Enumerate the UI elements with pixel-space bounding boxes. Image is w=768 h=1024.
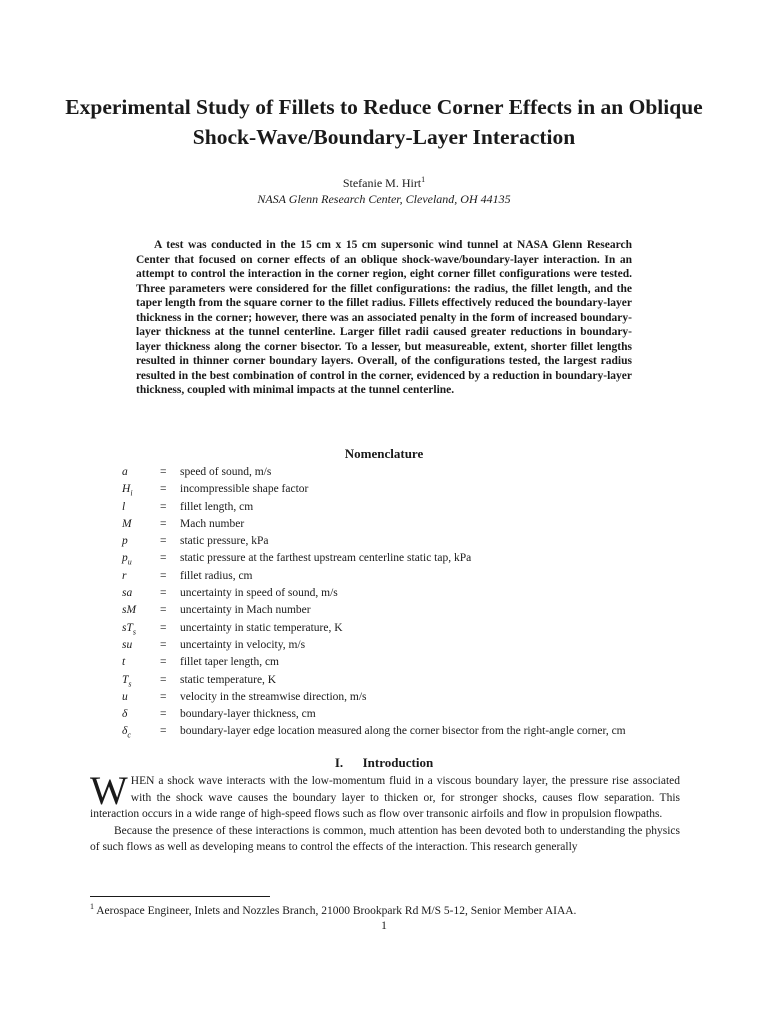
nomenclature-definition: boundary-layer edge location measured along the corner bisector from the right-angle corner, cm xyxy=(180,725,626,738)
symbol-subscript: i xyxy=(130,488,133,498)
intro-paragraph-1-text: HEN a shock wave interacts with the low-momentum fluid in a viscous boundary layer, the pressure rise associated with the shock wave causes the boundary layer to thicken or, for stronger shocks, causes flow separation. This interaction occurs in a wide range of high-speed flows such as flow over transonic airfoils and flow in propulsion flowpaths. xyxy=(90,775,680,820)
nomenclature-symbol xyxy=(122,516,132,533)
footnote xyxy=(90,904,690,918)
nomenclature-equals: = xyxy=(160,656,167,669)
symbol-base: sa xyxy=(122,587,133,600)
symbol-base: δ xyxy=(122,725,128,738)
nomenclature-equals: = xyxy=(160,517,167,530)
intro-paragraph-2: Because the presence of these interactions is common, much attention has been devoted both to understanding the physics of such flows as well as developing means to control the effects of the interaction. This research generally xyxy=(90,824,680,853)
symbol-base: a xyxy=(122,466,128,478)
symbol-base: p xyxy=(122,535,128,548)
nomenclature-equals: = xyxy=(160,483,167,496)
nomenclature-symbol xyxy=(122,499,125,516)
nomenclature-row xyxy=(122,499,722,516)
nomenclature-equals: = xyxy=(160,690,167,703)
symbol-base: r xyxy=(122,569,127,582)
symbol-base: M xyxy=(122,517,132,530)
nomenclature-equals: = xyxy=(160,604,167,617)
nomenclature-equals: = xyxy=(160,725,167,738)
nomenclature-definition: uncertainty in static temperature, K xyxy=(180,621,343,634)
paper-title: Experimental Study of Fillets to Reduce Corner Effects in an Oblique Shock-Wave/Boundary-Layer Interaction xyxy=(65,95,703,149)
nomenclature-equals: = xyxy=(160,466,167,478)
intro-paragraph-1 xyxy=(90,768,680,823)
nomenclature-symbol xyxy=(122,689,128,706)
nomenclature-definition: uncertainty in Mach number xyxy=(180,604,311,617)
author-footnote-mark: 1 xyxy=(421,175,426,184)
page-number: 1 xyxy=(381,920,387,932)
nomenclature-definition: uncertainty in velocity, m/s xyxy=(180,638,306,651)
author-name: Stefanie M. Hirt xyxy=(342,176,422,190)
nomenclature-symbol xyxy=(122,464,128,481)
nomenclature-symbol xyxy=(122,723,131,744)
nomenclature-definition: Mach number xyxy=(180,517,245,530)
symbol-base: u xyxy=(122,690,128,703)
nomenclature-equals: = xyxy=(160,569,167,582)
nomenclature-row xyxy=(122,516,722,533)
nomenclature-equals: = xyxy=(160,552,167,565)
nomenclature-definition: static pressure, kPa xyxy=(180,535,269,548)
symbol-base: T xyxy=(122,673,129,686)
nomenclature-heading: Nomenclature xyxy=(344,446,424,461)
nomenclature-definition: speed of sound, m/s xyxy=(180,466,272,478)
nomenclature-symbol xyxy=(122,602,136,619)
nomenclature-row xyxy=(122,706,722,723)
nomenclature-definition: fillet taper length, cm xyxy=(180,656,279,669)
nomenclature-definition: static temperature, K xyxy=(180,673,277,686)
nomenclature-equals: = xyxy=(160,673,167,686)
nomenclature-row xyxy=(122,481,722,498)
nomenclature-equals: = xyxy=(160,500,167,513)
symbol-base: δ xyxy=(122,708,128,721)
author-line xyxy=(0,176,768,190)
nomenclature-equals: = xyxy=(160,621,167,634)
introduction-body xyxy=(90,768,680,856)
symbol-base: l xyxy=(122,500,126,513)
abstract: A test was conducted in the 15 cm x 15 cm supersonic wind tunnel at NASA Glenn Research Center that focused on corner effects of an oblique shock-wave/boundary-layer interaction. In an attempt to control the interaction in the corner region, eight corner fillet configurations were tested. Three parameters were considered for the fillet configurations: the radius, the fillet length, and the taper length from the square corner to the fillet radius. Fillets effectively reduced the boundary-layer thickness in the corner; however, there was an associated penalty in the form of increased boundary-layer thickness at the tunnel centerline. Larger fillet radii caused greater reductions in boundary-layer thickness along the corner bisector. To a lesser, but measureable, extent, shorter fillet lengths resulted in thinner corner boundary layers. Overall, of the configurations tested, the largest radius resulted in the best combination of control in the corner, evidenced by a reduction in boundary-layer thickness, coupled with minimal impacts at the tunnel centerline. xyxy=(136,239,632,396)
nomenclature-equals: = xyxy=(160,535,167,548)
nomenclature-row xyxy=(122,585,722,602)
nomenclature-row xyxy=(122,602,722,619)
nomenclature-row xyxy=(122,672,722,689)
nomenclature-definition: incompressible shape factor xyxy=(180,483,309,496)
nomenclature-symbol xyxy=(122,533,128,550)
symbol-base: t xyxy=(122,656,126,669)
symbol-subscript: u xyxy=(127,557,132,567)
symbol-base: su xyxy=(122,638,133,651)
symbol-base: sM xyxy=(122,604,137,617)
nomenclature-definition: fillet length, cm xyxy=(180,500,254,513)
nomenclature-row xyxy=(122,550,722,567)
nomenclature-row xyxy=(122,637,722,654)
footnote-mark: 1 xyxy=(90,902,94,911)
section-heading-introduction: I. Introduction xyxy=(334,755,434,770)
nomenclature-list xyxy=(122,464,722,741)
author-affiliation: NASA Glenn Research Center, Cleveland, OH 44135 xyxy=(257,192,511,206)
nomenclature-definition: static pressure at the farthest upstream centerline static tap, kPa xyxy=(180,552,472,565)
symbol-base: H xyxy=(122,483,131,496)
nomenclature-definition: boundary-layer thickness, cm xyxy=(180,708,316,721)
nomenclature-definition: uncertainty in speed of sound, m/s xyxy=(180,587,338,600)
nomenclature-equals: = xyxy=(160,587,167,600)
symbol-subscript: s xyxy=(132,626,136,636)
nomenclature-definition: fillet radius, cm xyxy=(180,569,253,582)
nomenclature-row xyxy=(122,533,722,550)
symbol-base: sT xyxy=(122,621,133,634)
nomenclature-symbol xyxy=(122,706,127,723)
symbol-base: p xyxy=(122,552,128,565)
nomenclature-symbol xyxy=(122,654,125,671)
nomenclature-symbol xyxy=(122,637,132,654)
nomenclature-row xyxy=(122,464,722,481)
nomenclature-row xyxy=(122,689,722,706)
symbol-subscript: s xyxy=(128,678,132,688)
nomenclature-symbol xyxy=(122,568,126,585)
nomenclature-symbol xyxy=(122,585,132,602)
symbol-subscript: c xyxy=(127,730,131,740)
nomenclature-row xyxy=(122,723,722,740)
nomenclature-definition: velocity in the streamwise direction, m/s xyxy=(180,690,367,703)
drop-cap: W xyxy=(90,768,128,813)
nomenclature-equals: = xyxy=(160,708,167,721)
nomenclature-row xyxy=(122,620,722,637)
nomenclature-equals: = xyxy=(160,638,167,651)
nomenclature-row xyxy=(122,568,722,585)
nomenclature-row xyxy=(122,654,722,671)
footnote-separator xyxy=(90,896,270,897)
footnote-text: Aerospace Engineer, Inlets and Nozzles Branch, 21000 Brookpark Rd M/S 5-12, Senior Member AIAA. xyxy=(94,905,577,917)
